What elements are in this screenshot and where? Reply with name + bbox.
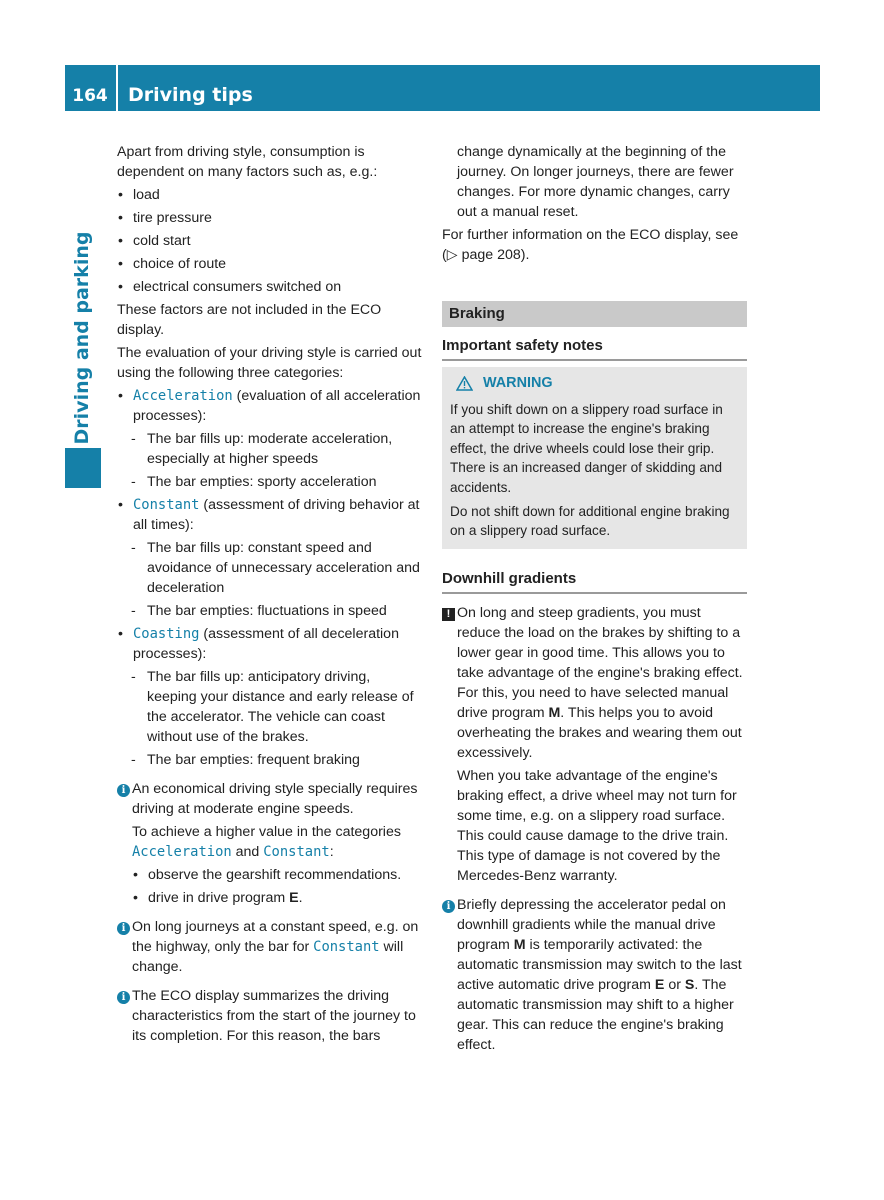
info-note: i Briefly depressing the accelerator pedal on downhill gradients while the manual drive program M is temporarily activated: the automatic transmission may switch to the last active automatic drive program E or S. The automatic transmission may shift to a higher gear. This can reduce the engine's braking effect. <box>442 895 747 1055</box>
info-note: i On long journeys at a constant speed, e.g. on the highway, only the bar for Constant will change. <box>117 917 423 977</box>
list-item: - The bar fills up: constant speed and avoidance of unnecessary acceleration and deceleration <box>131 540 420 596</box>
caution-note: ! On long and steep gradients, you must reduce the load on the brakes by shifting to a lower gear in good time. This allows you to take advantage of the engine's braking effect. For this, you need to have selected manual drive program M. This helps you to avoid overheating the brakes and wearing them out excessively. When you take advantage of the engine's braking effect, a drive wheel may not turn for some time, e.g. on a slippery road surface. This could cause damage to the drive train. This type of damage is not covered by the Mercedes-Benz warranty. <box>442 603 747 886</box>
keyword-constant: Constant <box>133 497 200 513</box>
page-number: 164 <box>72 86 108 106</box>
list-item: • tire pressure <box>118 210 212 226</box>
intro-text: Apart from driving style, consumption is dependent on many factors such as, e.g.: <box>117 144 378 180</box>
keyword-coasting: Coasting <box>133 626 200 642</box>
section-heading-braking: Braking <box>442 301 747 327</box>
warning-box <box>442 367 747 549</box>
evaluation-text: The evaluation of your driving style is carried out using the following three categories: <box>117 345 422 381</box>
section-side-label <box>64 231 100 445</box>
warning-text: Do not shift down for additional engine braking on a slippery road surface. <box>450 503 730 539</box>
list-item: • drive in drive program E. <box>133 890 303 906</box>
info-icon: i <box>442 900 455 913</box>
keyword-constant: Constant <box>313 939 380 955</box>
warning-triangle-icon <box>456 376 473 391</box>
list-item: • cold start <box>118 233 191 249</box>
subheading-downhill-gradients: Downhill gradients <box>442 569 747 594</box>
further-info-text: For further information on the ECO display, see (▷ page 208). <box>442 227 739 263</box>
keyword-acceleration: Acceleration <box>132 844 232 860</box>
info-icon: i <box>117 784 130 797</box>
warning-label: WARNING <box>483 375 553 391</box>
continuation-text: change dynamically at the beginning of the journey. On longer journeys, there are fewer changes. For more dynamic changes, carry out a manual reset. <box>457 144 734 220</box>
section-label-text: Driving and parking <box>71 231 93 445</box>
info-note: i An economical driving style specially requires driving at moderate engine speeds. To achieve a higher value in the categories Acceleration and Constant: • observe the gearshift recommendations. • drive in drive program E. <box>117 779 423 908</box>
list-item: - The bar fills up: moderate acceleration, especially at higher speeds <box>131 431 393 467</box>
info-icon: i <box>117 922 130 935</box>
caution-exclamation-icon: ! <box>442 608 455 621</box>
keyword-acceleration: Acceleration <box>133 388 233 404</box>
left-column <box>117 142 423 1046</box>
list-item: • load <box>118 187 160 203</box>
category-coasting: • Coasting (assessment of all deceleration processes): <box>118 626 399 662</box>
list-item: • choice of route <box>118 256 227 272</box>
subheading-safety-notes: Important safety notes <box>442 336 747 361</box>
list-item: • observe the gearshift recommendations. <box>133 867 402 883</box>
list-item: - The bar empties: frequent braking <box>131 752 360 768</box>
category-acceleration: • Acceleration (evaluation of all acceleration processes): <box>118 388 421 424</box>
header-divider <box>116 65 118 111</box>
list-item: - The bar empties: sporty acceleration <box>131 474 377 490</box>
section-tab-marker <box>65 448 101 488</box>
list-item: - The bar empties: fluctuations in speed <box>131 603 387 619</box>
warning-text: If you shift down on a slippery road surface in an attempt to increase the engine's braking effect, the drive wheels could lose their grip. There is an increased danger of skidding and accidents. <box>450 401 723 495</box>
right-column <box>442 142 747 1055</box>
keyword-constant: Constant <box>263 844 330 860</box>
not-included-text: These factors are not included in the ECO display. <box>117 302 382 338</box>
category-constant: • Constant (assessment of driving behavior at all times): <box>118 497 420 533</box>
list-item: • electrical consumers switched on <box>118 279 342 295</box>
info-icon: i <box>117 991 130 1004</box>
list-item: - The bar fills up: anticipatory driving, keeping your distance and early release of the accelerator. The vehicle can coast without use of the brakes. <box>131 669 414 745</box>
page-title: Driving tips <box>128 84 253 106</box>
page-header <box>65 65 820 111</box>
info-note: i The ECO display summarizes the driving characteristics from the start of the journey to its completion. For this reason, the bars <box>117 986 423 1046</box>
